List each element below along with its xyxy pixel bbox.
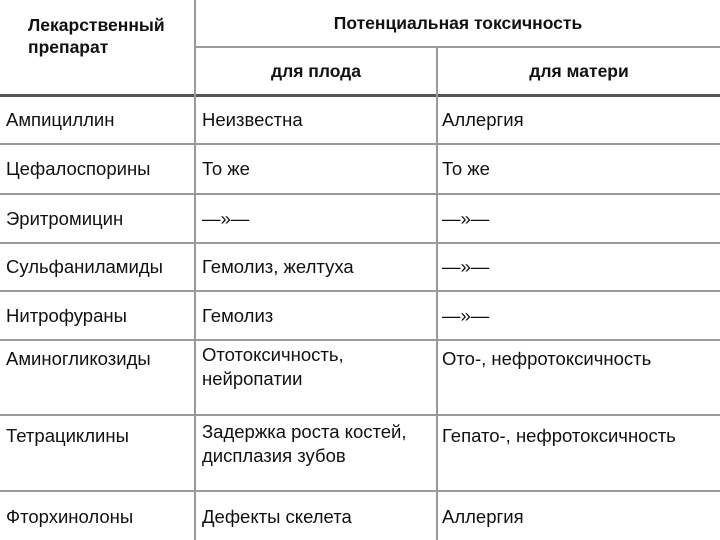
drug-name: Тетрациклины — [6, 425, 129, 446]
header-drug: Лекарственный препарат — [28, 15, 165, 57]
fetus-toxicity: —»— — [202, 207, 250, 229]
fetus-toxicity: Неизвестна — [202, 109, 303, 130]
column-divider — [436, 46, 438, 540]
header-mother: для матери — [529, 61, 629, 81]
mother-toxicity: Аллергия — [442, 109, 524, 130]
header-fetus: для плода — [270, 61, 362, 81]
fetus-toxicity: Гемолиз, желтуха — [202, 256, 354, 277]
drug-name: Эритромицин — [6, 207, 124, 229]
mother-toxicity: —»— — [442, 207, 490, 229]
mother-toxicity: —»— — [442, 304, 490, 326]
fetus-toxicity: Дефекты скелета — [202, 505, 352, 527]
header-toxicity: Потенциальная токсичность — [333, 13, 583, 33]
fetus-toxicity: То же — [202, 158, 250, 179]
mother-toxicity: Гепато-, нефротоксичность — [442, 425, 676, 446]
drug-name: Фторхинолоны — [6, 505, 134, 527]
mother-toxicity: То же — [442, 158, 490, 179]
drug-name: Ампициллин — [6, 109, 115, 130]
fetus-toxicity: Ототоксичность, нейропатии — [202, 344, 344, 389]
drug-name: Сульфаниламиды — [6, 256, 163, 277]
row-divider — [0, 414, 720, 416]
mother-toxicity: Аллергия — [442, 505, 524, 527]
drug-name: Нитрофураны — [6, 304, 127, 326]
row-divider — [0, 490, 720, 492]
drug-name: Цефалоспорины — [6, 158, 151, 179]
mother-toxicity: —»— — [442, 256, 490, 277]
mother-toxicity: Ото-, нефротоксичность — [442, 348, 652, 369]
fetus-toxicity: Гемолиз — [202, 304, 274, 326]
fetus-toxicity: Задержка роста костей, дисплазия зубов — [202, 421, 407, 466]
drug-name: Аминогликозиды — [6, 348, 151, 369]
